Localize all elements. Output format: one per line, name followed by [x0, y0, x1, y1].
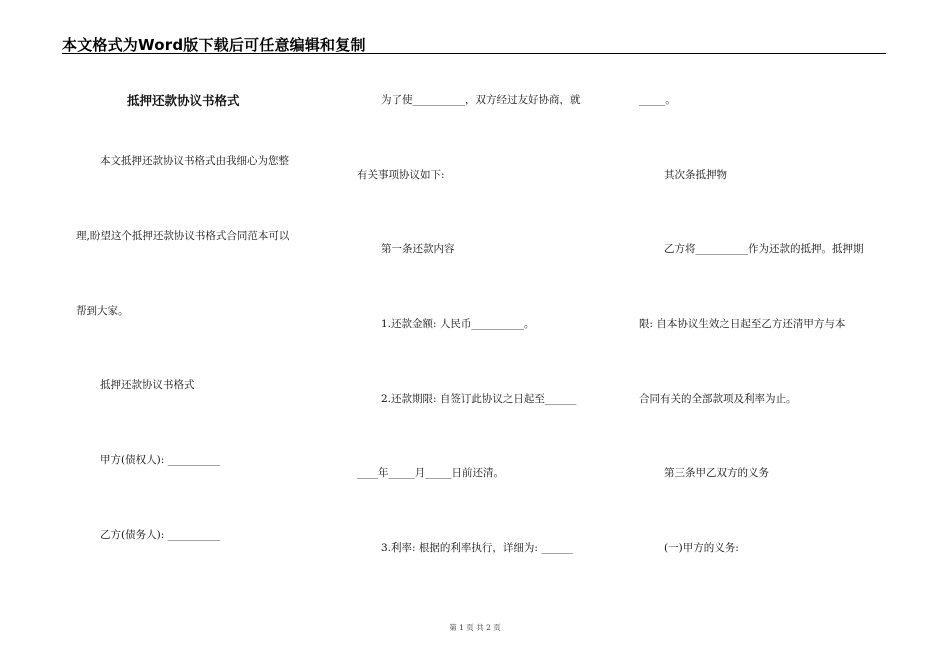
col2-line-3: 第一条还款内容 — [381, 243, 455, 255]
col3-line-3: 乙方将__________作为还款的抵押。抵押期 — [664, 243, 864, 255]
col2-line-1: 为了使__________，双方经过友好协商，就 — [381, 94, 581, 106]
col3-line-2: 其次条抵押物 — [664, 169, 727, 181]
col3-line-6: 第三条甲乙双方的义务 — [664, 467, 769, 479]
col2-line-5: 2.还款期限: 自签订此协议之日起至______ — [381, 393, 577, 405]
col3-line-7: (一)甲方的义务: — [664, 542, 739, 554]
col2-line-4: 1.还款金额: 人民币__________。 — [381, 318, 535, 330]
document-header: 本文格式为Word版下载后可任意编辑和复制 — [62, 36, 366, 54]
col2-line-6: ____年_____月_____日前还清。 — [357, 467, 504, 479]
page-footer: 第 1 页 共 2 页 — [449, 623, 501, 632]
section-subtitle: 抵押还款协议书格式 — [100, 379, 195, 391]
col3-line-1: _____。 — [639, 94, 676, 106]
party-a-line: 甲方(债权人): __________ — [100, 454, 221, 466]
col2-line-7: 3.利率: 根据的利率执行，详细为: ______ — [381, 542, 573, 554]
col3-line-4: 限: 自本协议生效之日起至乙方还清甲方与本 — [639, 318, 846, 330]
intro-line-1: 本文抵押还款协议书格式由我细心为您整 — [100, 155, 289, 167]
col3-line-5: 合同有关的全部款项及利率为止。 — [639, 393, 797, 405]
intro-line-3: 帮到大家。 — [76, 305, 129, 317]
col2-line-2: 有关事项协议如下: — [357, 169, 445, 181]
document-title: 抵押还款协议书格式 — [127, 93, 240, 108]
party-b-line: 乙方(债务人): __________ — [100, 529, 221, 541]
intro-line-2: 理,盼望这个抵押还款协议书格式合同范本可以 — [76, 230, 290, 242]
header-rule — [62, 53, 886, 54]
